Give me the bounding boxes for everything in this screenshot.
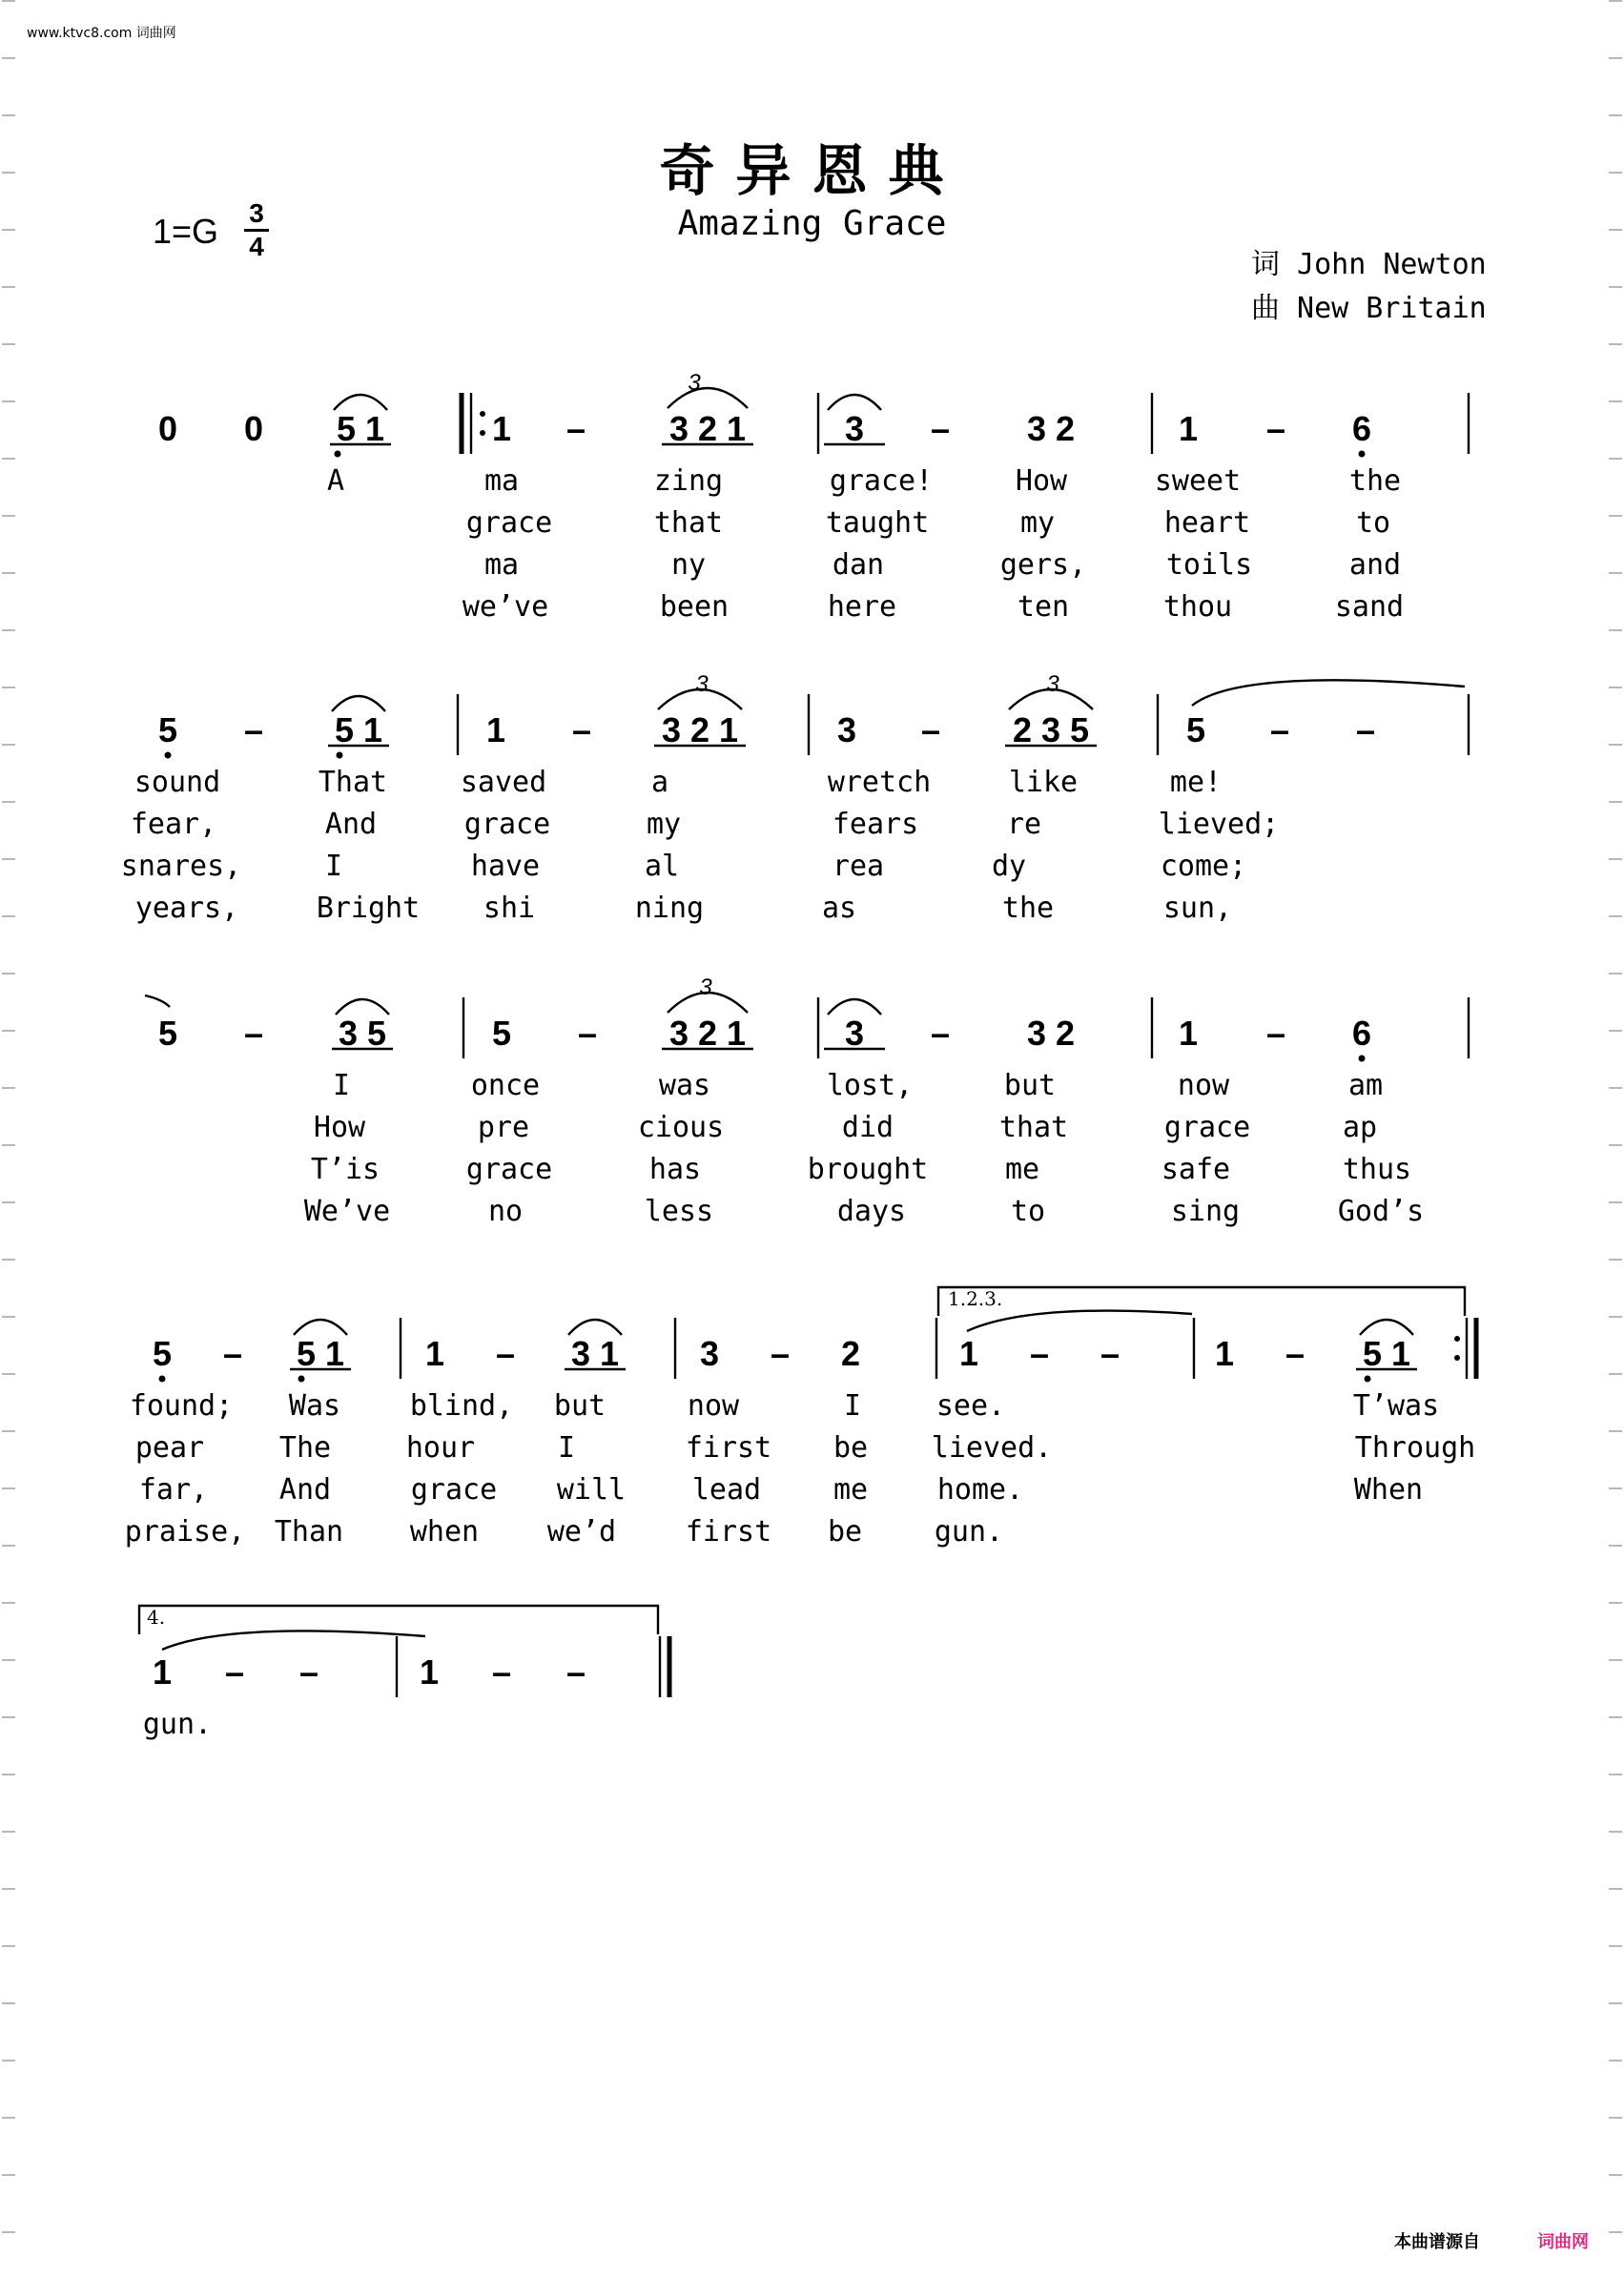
lyric: sound — [134, 766, 221, 799]
lyric: a — [650, 766, 669, 799]
dash: – — [565, 1652, 586, 1692]
lyric: rea — [832, 850, 885, 883]
lyric: Through — [1354, 1431, 1476, 1465]
lyric: am — [1347, 1069, 1384, 1102]
lyric: Was — [288, 1389, 341, 1423]
triplet-bracket — [668, 388, 748, 408]
dash: – — [243, 710, 264, 749]
lyric: the — [1001, 892, 1055, 925]
lyric: How — [1015, 464, 1068, 498]
lyric: far, — [138, 1473, 209, 1507]
dash: – — [243, 1014, 264, 1053]
triplet-bracket — [658, 689, 742, 709]
lyric: my — [1019, 506, 1056, 540]
lower-octave-dot — [159, 1376, 166, 1383]
lyric: How — [313, 1111, 366, 1144]
repeat-dot — [480, 430, 485, 436]
dash: – — [920, 710, 941, 749]
lyric: me! — [1169, 766, 1223, 799]
note: 1 — [1214, 1334, 1235, 1373]
lyric: brought — [807, 1153, 929, 1186]
note: 2 3 5 — [1012, 710, 1090, 749]
lyric: days — [836, 1195, 907, 1228]
ending-label-first: 1.2.3. — [948, 1287, 1003, 1310]
key-signature: 1=G — [153, 212, 219, 251]
note: 3 2 — [1026, 1014, 1076, 1053]
slur — [294, 1320, 347, 1335]
lyric: sun, — [1162, 892, 1233, 925]
lower-octave-dot — [1359, 451, 1366, 458]
note: 5 1 — [1362, 1334, 1411, 1373]
lyric: here — [827, 590, 897, 624]
dash: – — [770, 1334, 791, 1373]
lyric: safe — [1161, 1153, 1231, 1186]
dash: – — [1100, 1334, 1120, 1373]
lyric: grace! — [829, 464, 934, 498]
lyric: we’ve — [462, 590, 549, 624]
lyric: will — [556, 1473, 627, 1507]
footer-source: 本曲谱源自 — [1394, 2232, 1480, 2252]
note: 3 2 — [1026, 409, 1076, 448]
lyric: snares, — [120, 850, 242, 883]
lyric: A — [326, 464, 345, 498]
dash: – — [1269, 710, 1290, 749]
slur — [568, 1320, 622, 1335]
lyric: first — [685, 1515, 772, 1549]
lyric: as — [821, 892, 857, 925]
dash: – — [1265, 409, 1286, 448]
dash: – — [222, 1334, 243, 1373]
lyric: like — [1008, 766, 1079, 799]
lyric: We’ve — [303, 1195, 391, 1228]
note: 6 — [1351, 1014, 1372, 1053]
note: 3 — [836, 710, 857, 749]
lyric: we’d — [546, 1515, 617, 1549]
footer-brand[interactable]: 词曲网 — [1537, 2232, 1589, 2252]
lyric: ten — [1017, 590, 1070, 624]
lyricist-credit: 词 John Newton — [1251, 248, 1487, 281]
lyric: lieved. — [931, 1431, 1053, 1465]
lyric: I — [843, 1389, 862, 1423]
lyric: ning — [634, 892, 705, 925]
lyric: And — [278, 1473, 332, 1507]
site-url: www.ktvc8.com 词曲网 — [27, 26, 176, 41]
tie-continuation — [145, 995, 170, 1007]
lyric: me — [1004, 1153, 1040, 1186]
lyric: God’s — [1337, 1195, 1425, 1228]
lyric: ap — [1342, 1111, 1378, 1144]
lyric: al — [644, 850, 680, 883]
note: 5 — [1185, 710, 1206, 749]
dash: – — [1355, 710, 1376, 749]
lyric: have — [470, 850, 541, 883]
lyric: was — [658, 1069, 711, 1102]
note: 5 — [157, 710, 178, 749]
slur — [332, 696, 385, 711]
lyric: dy — [991, 850, 1027, 883]
lyric: be — [833, 1431, 869, 1465]
dash: – — [1029, 1334, 1050, 1373]
lyric: T’is — [310, 1153, 380, 1186]
lyric: found; — [129, 1389, 234, 1423]
note: 1 — [1178, 1014, 1199, 1053]
lyric: to — [1010, 1195, 1046, 1228]
ending-label-second: 4. — [147, 1606, 166, 1629]
note: 1 — [491, 409, 512, 448]
triplet-mark: 3 — [699, 974, 712, 1000]
lyric: taught — [825, 506, 930, 540]
dash: – — [1285, 1334, 1305, 1373]
note: 1 — [419, 1652, 440, 1692]
lyric: has — [648, 1153, 702, 1186]
note: 5 — [157, 1014, 178, 1053]
note: 5 — [152, 1334, 173, 1373]
note: 5 1 — [334, 710, 383, 749]
note: 5 1 — [336, 409, 385, 448]
lyric: T’was — [1352, 1389, 1440, 1423]
lyric: that — [653, 506, 724, 540]
lyric: grace — [465, 506, 553, 540]
note: 3 — [699, 1334, 720, 1373]
lyric: years, — [134, 892, 239, 925]
lyric: hour — [405, 1431, 476, 1465]
tie — [967, 1311, 1192, 1331]
lyric: first — [685, 1431, 772, 1465]
note: 1 — [485, 710, 506, 749]
note: 3 5 — [338, 1014, 387, 1053]
lyric: my — [646, 808, 682, 841]
lyric: see. — [935, 1389, 1006, 1423]
lyric: grace — [465, 1153, 553, 1186]
lyric: but — [553, 1389, 606, 1423]
triplet-mark: 3 — [695, 671, 709, 697]
lyric: lead — [691, 1473, 762, 1507]
lyric: but — [1003, 1069, 1057, 1102]
lyric: gers, — [999, 548, 1087, 582]
lyric: no — [487, 1195, 524, 1228]
lower-octave-dot — [337, 752, 343, 759]
lyric: grace — [1163, 1111, 1251, 1144]
repeat-dot — [1454, 1355, 1460, 1361]
lower-octave-dot — [335, 451, 341, 458]
lyric: pre — [477, 1111, 530, 1144]
slur — [334, 395, 387, 410]
lyric: me — [833, 1473, 869, 1507]
tie — [1192, 680, 1465, 706]
note: 3 — [844, 1014, 865, 1053]
lyric: did — [841, 1111, 894, 1144]
composer-credit: 曲 New Britain — [1251, 292, 1487, 325]
lyric: thou — [1162, 590, 1233, 624]
lyric: shi — [483, 892, 536, 925]
lyric: grace — [463, 808, 551, 841]
lyric: blind, — [409, 1389, 514, 1423]
dash: – — [571, 710, 592, 749]
dash: – — [491, 1652, 512, 1692]
dash: – — [1265, 1014, 1286, 1053]
triplet-bracket — [1009, 689, 1093, 709]
dash: – — [930, 409, 951, 448]
repeat-dot — [480, 411, 485, 417]
lyric: when — [409, 1515, 480, 1549]
song-title: 奇异恩典 — [659, 138, 965, 203]
lower-octave-dot — [298, 1376, 305, 1383]
lower-octave-dot — [1359, 1056, 1366, 1062]
note: 0 — [243, 409, 264, 448]
slur — [828, 999, 881, 1015]
lyric: grace — [410, 1473, 498, 1507]
lyric: lost, — [826, 1069, 914, 1102]
lyric: sand — [1334, 590, 1405, 624]
lyric: That — [318, 766, 388, 799]
dash: – — [930, 1014, 951, 1053]
lyric: Bright — [316, 892, 421, 925]
note: 5 — [491, 1014, 512, 1053]
dash: – — [495, 1334, 516, 1373]
dash: – — [577, 1014, 598, 1053]
song-subtitle: Amazing Grace — [677, 204, 947, 243]
time-signature-bottom: 4 — [249, 232, 264, 261]
lyric: zing — [653, 464, 724, 498]
lyric: sing — [1170, 1195, 1241, 1228]
lyric: ma — [483, 548, 520, 582]
lyric: I — [557, 1431, 576, 1465]
lyric: toils — [1165, 548, 1253, 582]
lyric: heart — [1163, 506, 1251, 540]
slur — [828, 395, 881, 410]
lyric: that — [998, 1111, 1069, 1144]
note: 3 1 — [570, 1334, 620, 1373]
note: 3 — [844, 409, 865, 448]
note: 1 — [152, 1652, 173, 1692]
lyric: to — [1355, 506, 1391, 540]
dash: – — [298, 1652, 319, 1692]
lyric: gun. — [142, 1708, 213, 1741]
lyric: pear — [134, 1431, 205, 1465]
lyric: be — [827, 1515, 863, 1549]
lyric: gun. — [934, 1515, 1004, 1549]
lyric: fear, — [130, 808, 217, 841]
slur — [336, 999, 389, 1015]
note: 1 — [1178, 409, 1199, 448]
volta-bracket-second — [139, 1606, 658, 1634]
lyric: praise, — [124, 1515, 246, 1549]
triplet-mark: 3 — [1046, 671, 1059, 697]
note: 3 2 1 — [668, 1014, 747, 1053]
tie — [162, 1631, 425, 1650]
dash: – — [565, 409, 586, 448]
lyric: come; — [1160, 850, 1247, 883]
lyric: dan — [832, 548, 885, 582]
note: 3 2 1 — [661, 710, 739, 749]
lyric: The — [278, 1431, 332, 1465]
lyric: re — [1006, 808, 1042, 841]
note: 6 — [1351, 409, 1372, 448]
note: 2 — [840, 1334, 861, 1373]
dash: – — [224, 1652, 245, 1692]
lyric: I — [324, 850, 343, 883]
triplet-bracket — [668, 993, 748, 1013]
triplet-mark: 3 — [688, 370, 701, 396]
note: 0 — [157, 409, 178, 448]
lyric: ny — [670, 548, 707, 582]
lyric: sweet — [1154, 464, 1242, 498]
lyric: And — [324, 808, 378, 841]
lyric: fears — [832, 808, 919, 841]
lyric: and — [1348, 548, 1402, 582]
lyric: saved — [460, 766, 547, 799]
lyric: the — [1348, 464, 1402, 498]
note: 3 2 1 — [668, 409, 747, 448]
lyric: cious — [637, 1111, 725, 1144]
lyric: wretch — [827, 766, 932, 799]
lyric: lieved; — [1158, 808, 1280, 841]
lyric: less — [644, 1195, 714, 1228]
lyric: thus — [1342, 1153, 1412, 1186]
lyric: ma — [483, 464, 520, 498]
lyric: now — [687, 1389, 740, 1423]
volta-bracket-first — [938, 1287, 1465, 1316]
note: 1 — [958, 1334, 979, 1373]
time-signature-top: 3 — [249, 198, 264, 228]
lyric: I — [332, 1069, 351, 1102]
lyric: now — [1177, 1069, 1230, 1102]
lyric: been — [659, 590, 730, 624]
lower-octave-dot — [1365, 1376, 1371, 1383]
lyric: Than — [274, 1515, 344, 1549]
repeat-dot — [1454, 1336, 1460, 1342]
lyric: once — [470, 1069, 541, 1102]
note: 5 1 — [296, 1334, 345, 1373]
lyric: home. — [936, 1473, 1024, 1507]
note: 1 — [424, 1334, 445, 1373]
lyric: When — [1353, 1473, 1424, 1507]
lower-octave-dot — [165, 752, 172, 759]
slur — [1360, 1320, 1413, 1335]
